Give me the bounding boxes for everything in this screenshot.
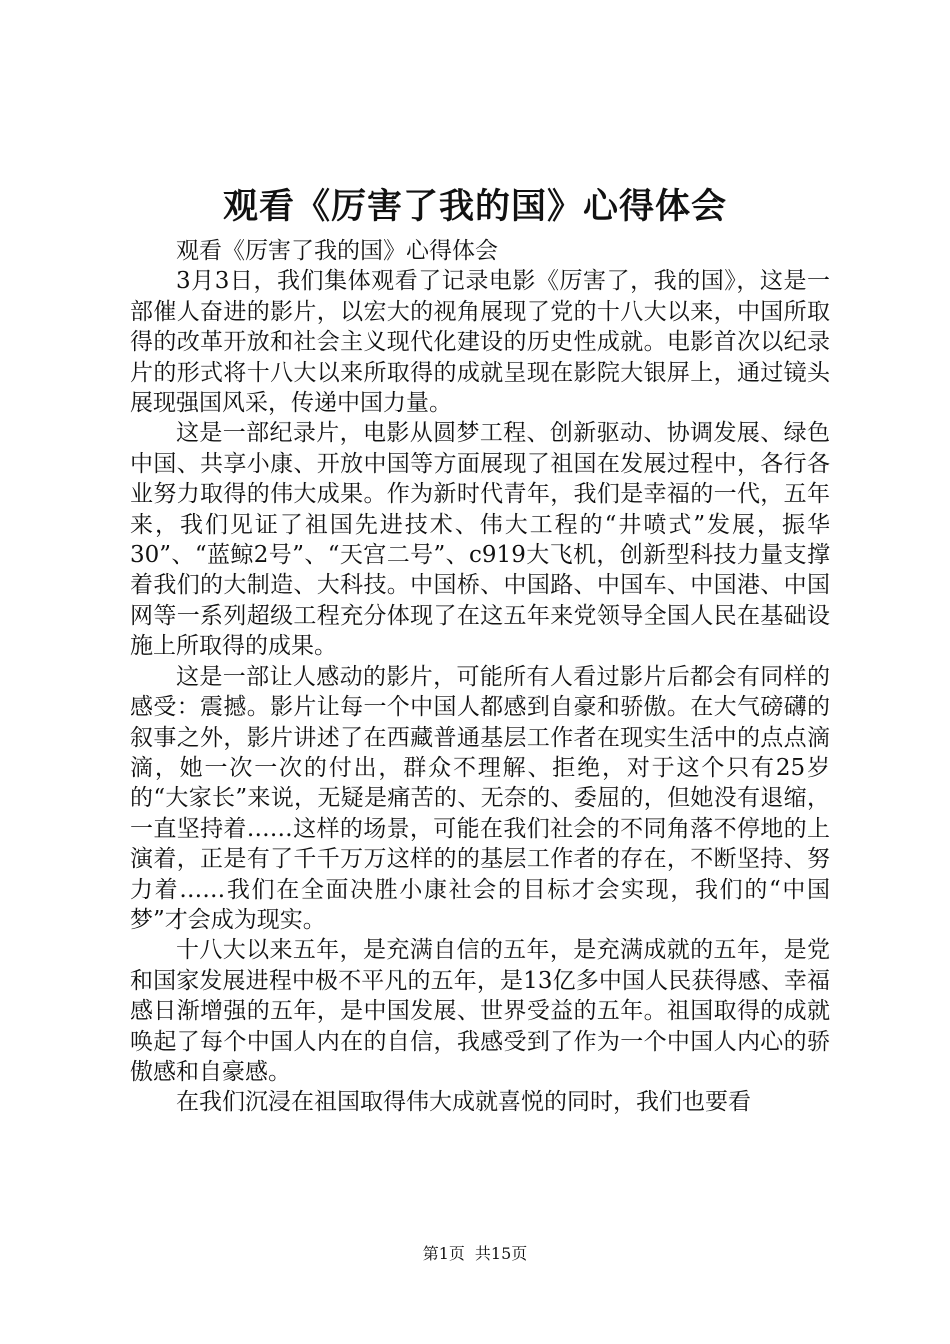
body-paragraph: 这是一部纪录片，电影从圆梦工程、创新驱动、协调发展、绿色中国、共享小康、开放中国等方面展现了祖国在发展过程中，各行各业努力取得的伟大成果。作为新时代青年，我们是幸福的一代，五年来，我们见证了祖国先进技术、伟大工程的“井喷式”发展，振华30”、“蓝鲸2号”、“天宫二号”、c919大飞机，创新型科技力量支撑着我们的大制造、大科技。中国桥、中国路、中国车、中国港、中国网等一系列超级工程充分体现了在这五年来党领导全国人民在基础设施上所取得的成果。: [130, 420, 830, 660]
page-total: 共15页: [474, 1244, 528, 1263]
body-paragraph-subtitle: 观看《厉害了我的国》心得体会: [176, 238, 498, 264]
document-title: 观看《厉害了我的国》心得体会: [222, 186, 727, 227]
body-paragraph: 这是一部让人感动的影片，可能所有人看过影片后都会有同样的感受：震撼。影片让每一个中国人都感到自豪和骄傲。在大气磅礴的叙事之外，影片讲述了在西藏普通基层工作者在现实生活中的点点滴滴，她一次一次的付出，群众不理解、拒绝，对于这个只有25岁的“大家长”来说，无疑是痛苦的、无奈的、委屈的，但她没有退缩，一直坚持着……这样的场景，可能在我们社会的不同角落不停地的上演着，正是有了千千万万这样的的基层工作者的存在，不断坚持、努力着……我们在全面决胜小康社会的目标才会实现，我们的“中国梦”才会成为现实。: [130, 663, 830, 933]
page-footer: [0, 1242, 950, 1266]
page-number: 第1页: [422, 1244, 465, 1263]
body-paragraph: 3月3日，我们集体观看了记录电影《厉害了，我的国》，这是一部催人奋进的影片，以宏大的视角展现了党的十八大以来，中国所取得的改革开放和社会主义现代化建设的历史性成就。电影首次以纪录片的形式将十八大以来所取得的成就呈现在影院大银屏上，通过镜头展现强国风采，传递中国力量。: [130, 268, 830, 417]
body-paragraph: 十八大以来五年，是充满自信的五年，是充满成就的五年，是党和国家发展进程中极不平凡的五年，是13亿多中国人民获得感、幸福感日渐增强的五年，是中国发展、世界受益的五年。祖国取得的成就唤起了每个中国人内在的自信，我感受到了作为一个中国人内心的骄傲感和自豪感。: [130, 937, 830, 1085]
body-paragraph: 在我们沉浸在祖国取得伟大成就喜悦的同时，我们也要看: [176, 1089, 751, 1116]
document-body: [130, 236, 830, 1118]
